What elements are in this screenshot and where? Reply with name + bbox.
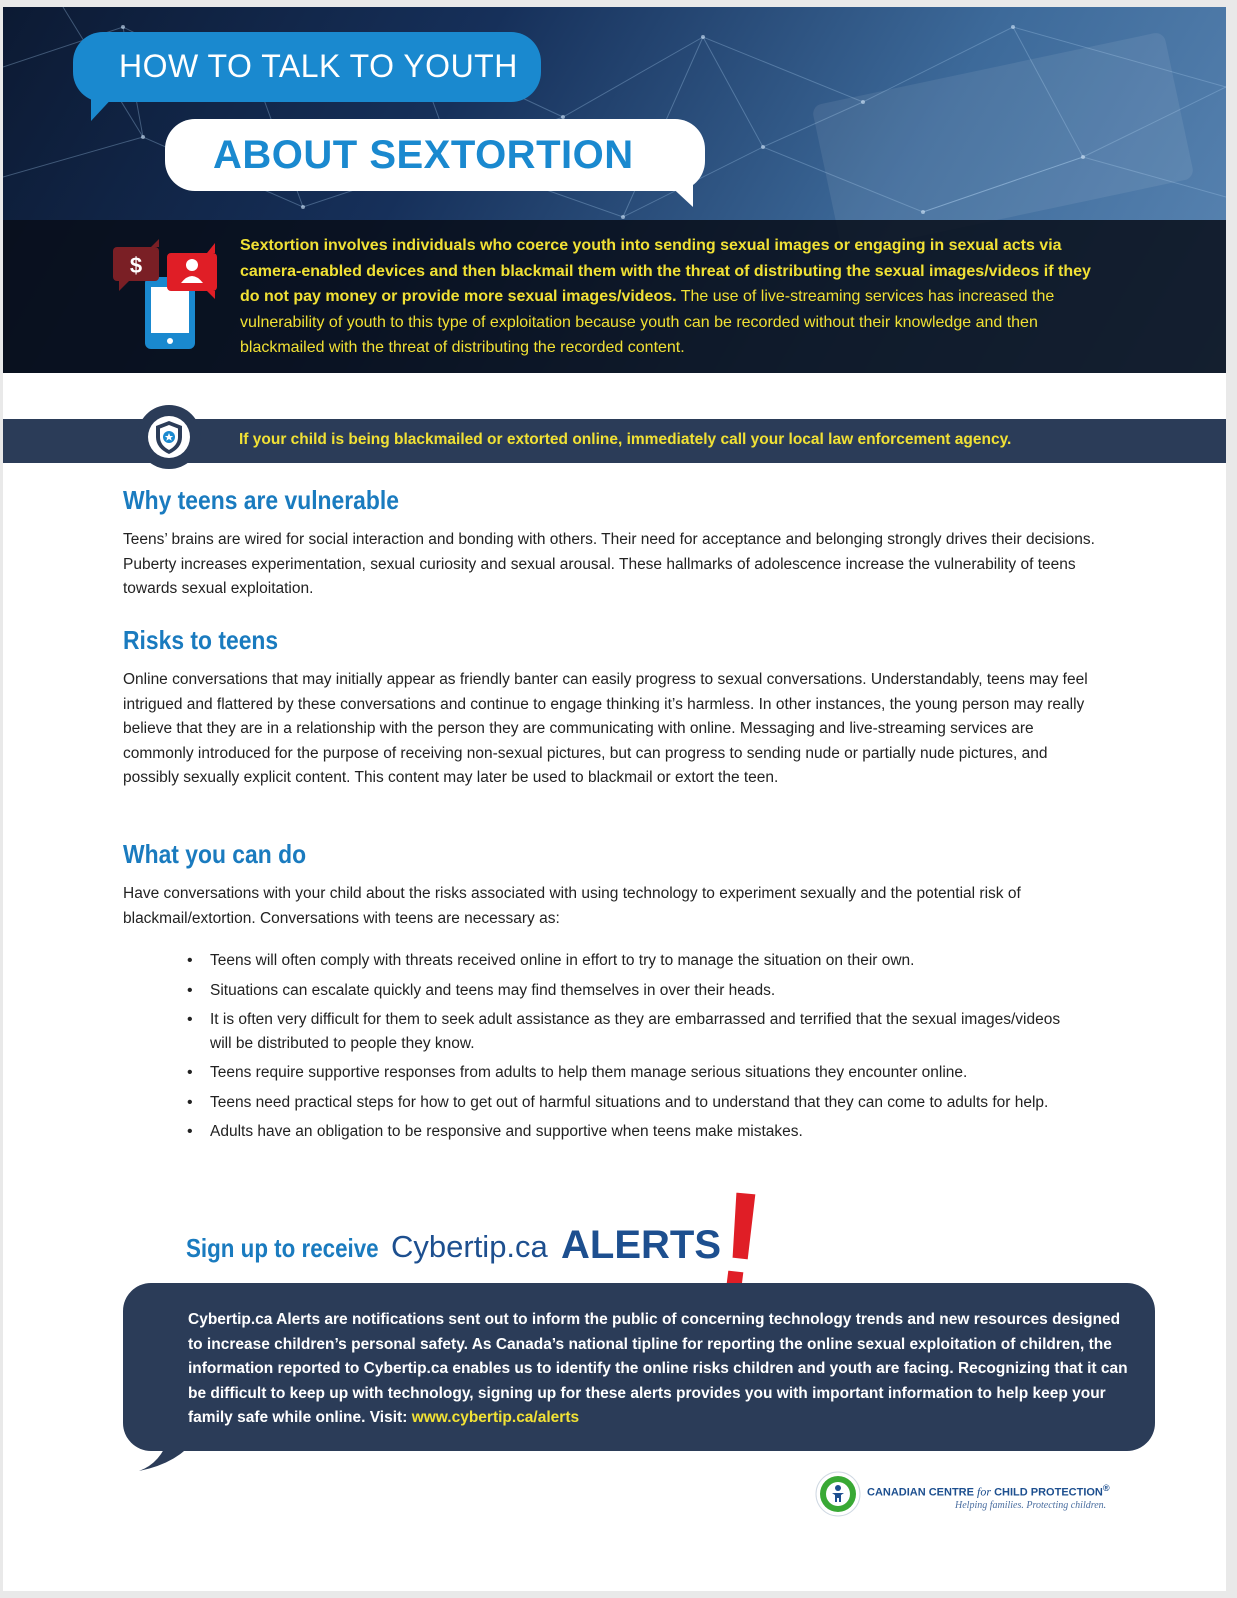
intro-paragraph [240, 233, 1100, 361]
section-body-risks: Online conversations that may initially appear as friendly banter can easily progress to sexual conversations. Understandably, teens may feel intrigued and flattered by these conversations and continue to engage thinking it’s harmless. In other instances, the young person may really believe that they are in a relationship with the person they are communicating with online. Messaging and live-streaming services are commonly introduced for the purpose of receiving non-sexual pictures, but can progress to sending nude or partially nude pictures, and possibly sexually explicit content. This content may later be used to blackmail or extort the teen. [123, 671, 1088, 786]
section-body-vulnerable: Teens’ brains are wired for social interaction and bonding with others. Their need for acceptance and belonging strongly drives their decisions. Puberty increases experimentation, sexual curiosity and sexual arousal. These hallmarks of adolescence increase the vulnerability of teens towards sexual exploitation. [123, 531, 1095, 597]
title-bubble-tail [665, 181, 693, 207]
svg-text:$: $ [129, 253, 143, 278]
registered-mark: ® [1102, 1483, 1110, 1493]
document-page [3, 7, 1226, 1591]
police-badge [137, 405, 201, 469]
alerts-info-box [123, 1283, 1155, 1451]
hero-banner [3, 7, 1226, 373]
advice-bullet-list [185, 949, 1085, 1150]
org-name [867, 1483, 1110, 1500]
org-logo [815, 1471, 1125, 1521]
hero-title: ABOUT SEXTORTION [213, 133, 634, 177]
kicker-speech-bubble [73, 32, 541, 102]
list-item: • Situations can escalate quickly and teens may find themselves in over their heads. [185, 979, 1085, 1003]
section-title-what-you-can-do: What you can do [123, 839, 307, 869]
alerts-description: Cybertip.ca Alerts are notifications sent out to inform the public of concerning technology trends and new resources designed to increase children’s personal safety. As Canada’s national tipline for reporting the online sexual exploitation of children, the information reported to Cybertip.ca enables us to identify the online risks children and youth are facing. Recognizing that it can be difficult to keep up with technology, signing up for these alerts provides you with important information to help keep your family safe while online. Visit: [188, 1311, 1128, 1426]
intro-regular-text: The use of live-streaming services has increased the vulnerability of youth to this type of exploitation because youth can be recorded without their knowledge and then blackmailed with the threat of distributing the recorded content. [240, 288, 1055, 356]
list-item: • Teens need practical steps for how to get out of harmful situations and to understand that they can come to adults for help. [185, 1091, 1085, 1115]
section-body-what-you-can-do: Have conversations with your child about the risks associated with using technology to experiment sexually and the potential risk of blackmail/extortion. Conversations with teens are necessary as: [123, 885, 1021, 927]
org-name-for: for [977, 1484, 992, 1499]
org-tagline: Helping families. Protecting children. [955, 1500, 1107, 1511]
signup-alerts-word: ALERTS [561, 1223, 721, 1267]
alerts-link[interactable]: www.cybertip.ca/alerts [411, 1409, 580, 1426]
signup-label: Sign up to receive [186, 1233, 379, 1263]
intro-bold-text: Sextortion involves individuals who coerce youth into sending sexual images or engaging in sexual acts via camera-enabled devices and then blackmail them with the threat of distributing the sexual images/videos if they do not pay money or provide more sexual images/videos. [240, 237, 1091, 305]
title-speech-bubble [165, 119, 705, 191]
alert-text: If your child is being blackmailed or extorted online, immediately call your local law enforcement agency. [239, 431, 1012, 448]
police-shield-icon [147, 415, 191, 459]
list-item: • Teens require supportive responses from adults to help them manage serious situations they encounter online. [185, 1061, 1085, 1085]
signup-site-name: Cybertip.ca [391, 1229, 548, 1264]
child-protection-logo-icon [815, 1471, 861, 1517]
info-bubble-tail [139, 1437, 199, 1477]
org-name-part2: CHILD PROTECTION [994, 1486, 1103, 1499]
exclamation-icon [717, 1187, 763, 1291]
org-name-part1: CANADIAN CENTRE [867, 1486, 974, 1499]
section-title-vulnerable: Why teens are vulnerable [123, 485, 399, 515]
list-item: • It is often very difficult for them to seek adult assistance as they are embarrassed and terrified that the sexual images/videos will be distributed to people they know. [185, 1008, 1085, 1055]
hero-kicker: HOW TO TALK TO YOUTH [119, 48, 518, 84]
list-item: • Adults have an obligation to be responsive and supportive when teens make mistakes. [185, 1120, 1085, 1144]
kicker-bubble-tail [91, 93, 117, 121]
alerts-info-text [188, 1308, 1138, 1431]
phone-money-user-icon [111, 237, 221, 352]
section-title-risks: Risks to teens [123, 625, 279, 655]
list-item: • Teens will often comply with threats received online in effort to try to manage the situation on their own. [185, 949, 1085, 973]
